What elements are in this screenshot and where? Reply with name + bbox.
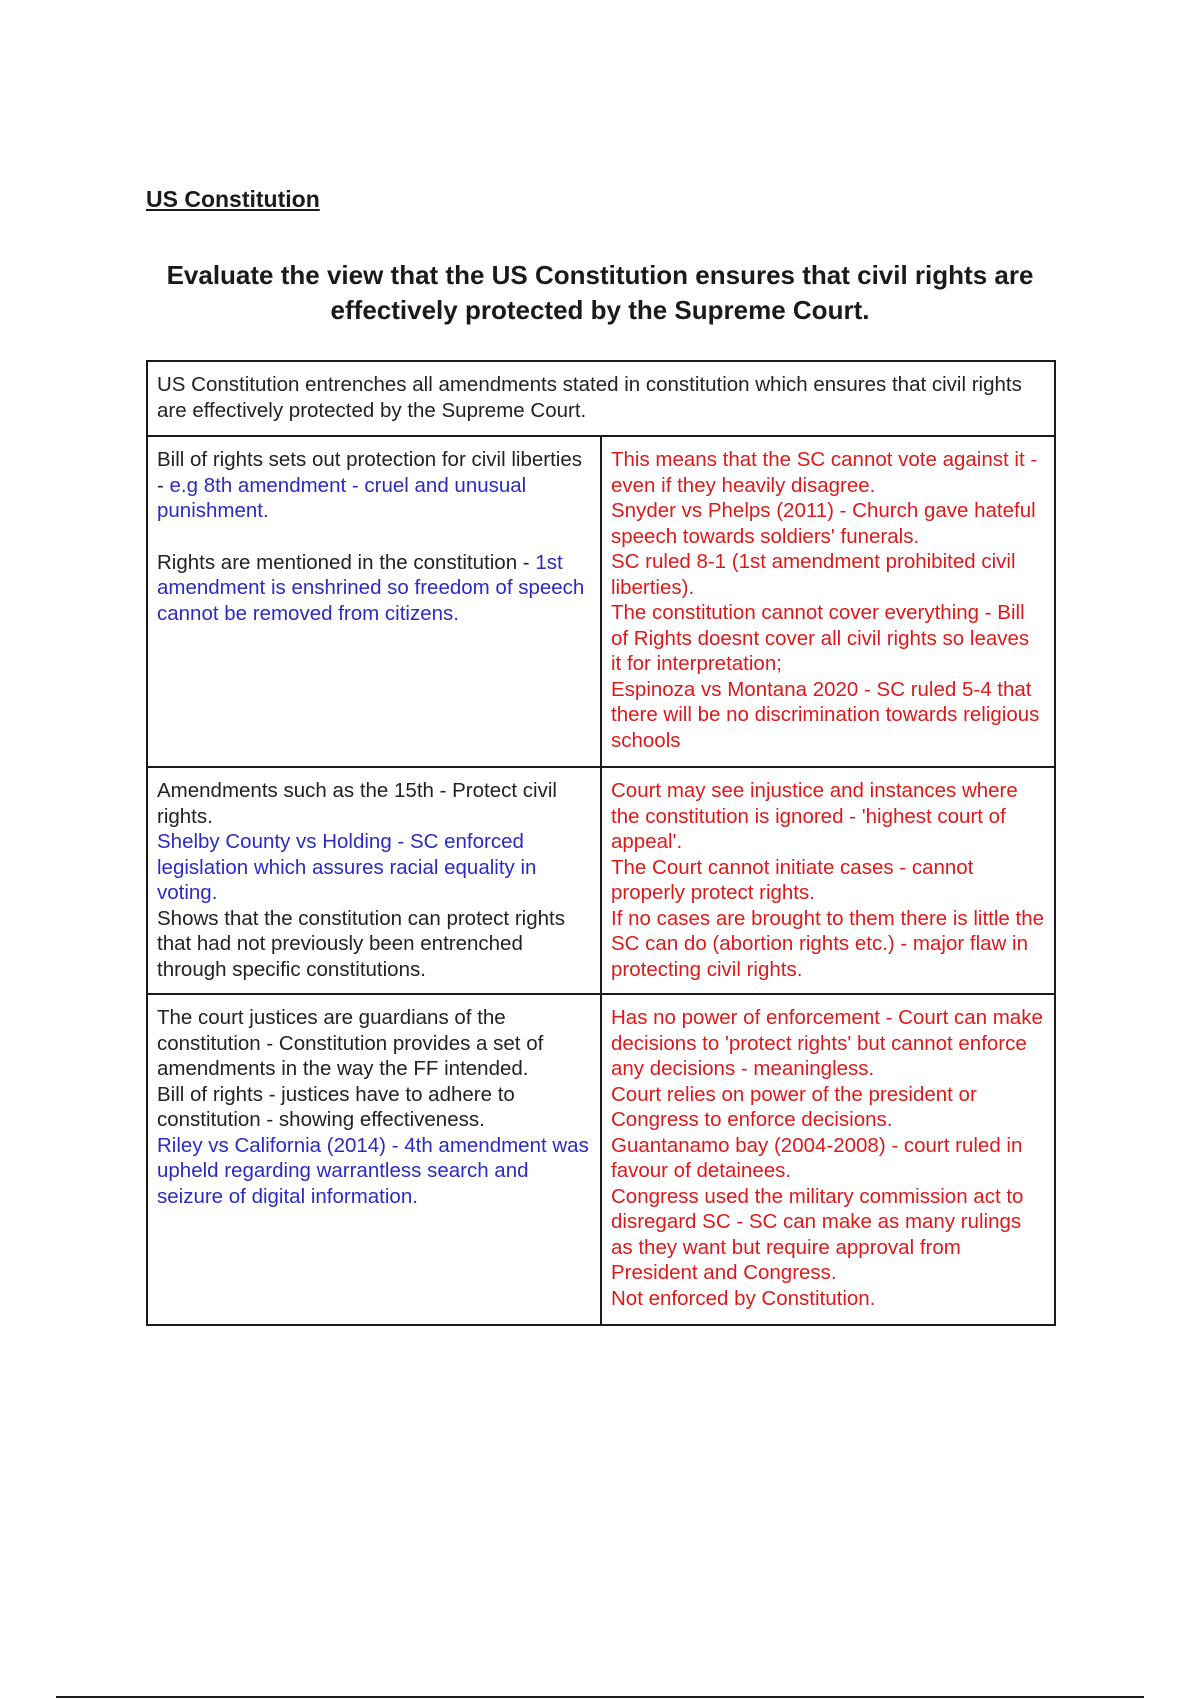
argument-for-cell <box>147 994 601 1325</box>
counter-line: This means that the SC cannot vote against it - even if they heavily disagree. <box>611 448 1038 497</box>
counter-argument-cell <box>601 994 1055 1325</box>
argument-for-cell <box>147 767 601 994</box>
argument-for-cell <box>147 436 601 767</box>
table-row <box>147 767 1055 994</box>
evidence-text: Shelby County vs Holding - SC enforced legislation which assures racial equality in voting. <box>157 830 537 904</box>
evidence-text: e.g 8th amendment - cruel and unusual punishment. <box>157 473 527 522</box>
argument-table <box>146 360 1056 1326</box>
argument-text: Bill of rights - justices have to adhere to constitution - showing effectiveness. <box>157 1082 515 1131</box>
counter-line: Congress used the military commission act to disregard SC - SC can make as many rulings as they want but require approval from President and Congress. <box>611 1184 1024 1284</box>
counter-line: Not enforced by Constitution. <box>611 1286 876 1310</box>
argument-text: Amendments such as the 15th - Protect civil rights. <box>157 779 557 828</box>
argument-text: Bill of rights sets out protection for civil liberties - <box>157 448 582 497</box>
table-row <box>147 994 1055 1325</box>
evidence-text: 1st amendment is enshrined so freedom of speech cannot be removed from citizens. <box>157 550 585 625</box>
counter-line: Guantanamo bay (2004-2008) - court ruled in favour of detainees. <box>611 1133 1023 1182</box>
counter-line: SC ruled 8-1 (1st amendment prohibited civil liberties). <box>611 550 1016 599</box>
intro-cell: US Constitution entrenches all amendments stated in constitution which ensures that civil rights are effectively protected by the Supreme Court. <box>147 361 1055 436</box>
table-row <box>147 436 1055 767</box>
evidence-text: Riley vs California (2014) - 4th amendment was upheld regarding warrantless search and seizure of digital information. <box>157 1133 589 1208</box>
counter-line: Court relies on power of the president or Congress to enforce decisions. <box>611 1082 977 1131</box>
counter-line: Court may see injustice and instances where the constitution is ignored - 'highest court of appeal'. <box>611 779 1018 853</box>
paragraph-gap <box>157 524 591 550</box>
page-footer-rule <box>56 1696 1144 1698</box>
counter-line: If no cases are brought to them there is little the SC can do (abortion rights etc.) - major flaw in protecting civil rights. <box>611 906 1045 981</box>
counter-line: The constitution cannot cover everything - Bill of Rights doesnt cover all civil rights so leaves it for interpretation; <box>611 601 1030 675</box>
argument-text: Rights are mentioned in the constitution - <box>157 550 536 574</box>
document-heading: US Constitution <box>146 186 320 212</box>
counter-line: Snyder vs Phelps (2011) - Church gave hateful speech towards soldiers' funerals. <box>611 499 1036 548</box>
counter-argument-cell <box>601 436 1055 767</box>
argument-text: The court justices are guardians of the constitution - Constitution provides a set of amendments in the way the FF intended. <box>157 1006 544 1080</box>
counter-line: Has no power of enforcement - Court can make decisions to 'protect rights' but cannot enforce any decisions - meaningless. <box>611 1006 1043 1080</box>
counter-line: The Court cannot initiate cases - cannot properly protect rights. <box>611 855 974 904</box>
counter-line: Espinoza vs Montana 2020 - SC ruled 5-4 that there will be no discrimination towards religious schools <box>611 677 1040 752</box>
counter-argument-cell <box>601 767 1055 994</box>
essay-question: Evaluate the view that the US Constitution ensures that civil rights are effectively protected by the Supreme Court. <box>166 260 1034 325</box>
argument-text: Shows that the constitution can protect rights that had not previously been entrenched through specific constitutions. <box>157 906 565 981</box>
table-row-intro <box>147 361 1055 436</box>
